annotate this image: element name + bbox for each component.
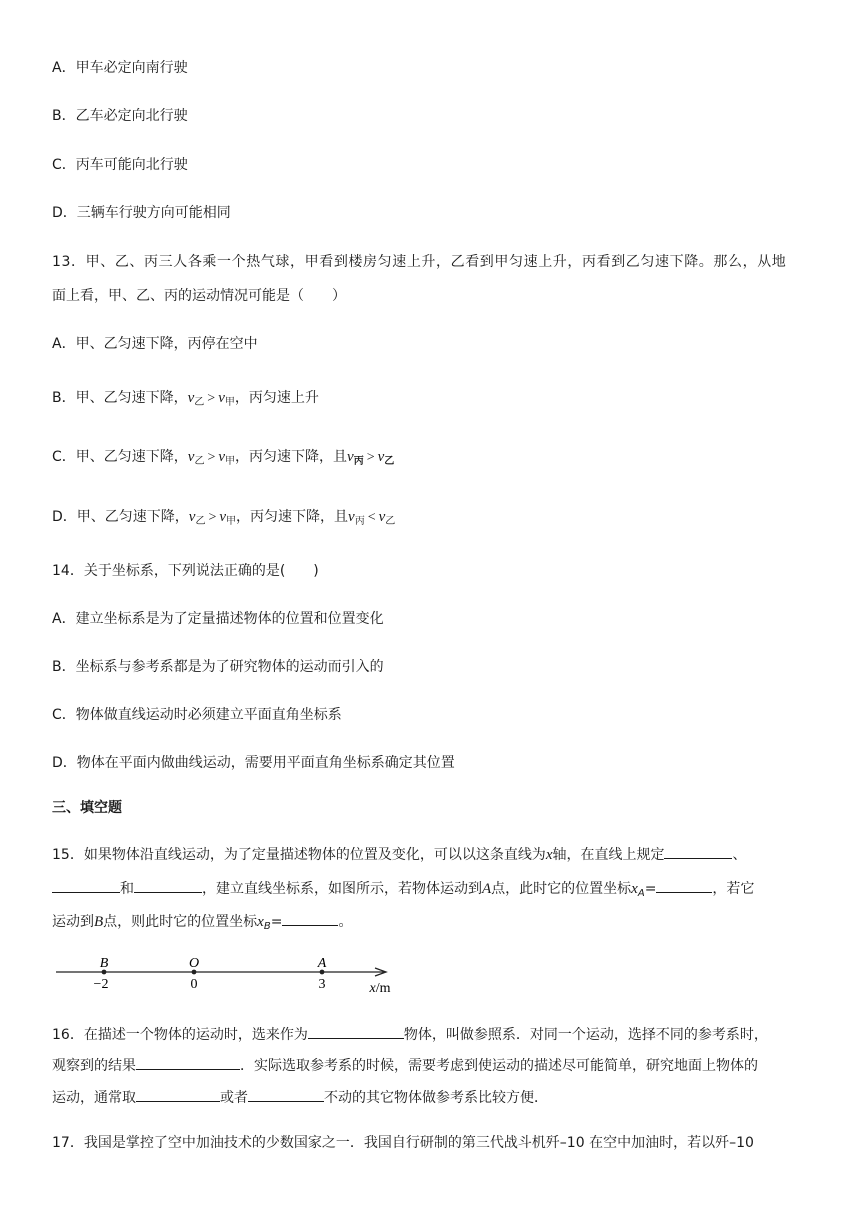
q16-text: 16．在描述一个物体的运动时，选来作为 [52,1027,308,1043]
q15-text: ，建立直线坐标系，如图所示，若物体运动到 [202,881,482,897]
section-heading: 三、填空题 [52,800,122,816]
point-a-label: A [317,956,327,971]
q13-option-b-text: B．甲、乙匀速下降， [52,390,188,406]
v-bing-symbol: $v_丙$ [348,509,365,527]
point-o-label: O [188,956,200,971]
q16-line2 [52,1055,758,1076]
v-jia-symbol: $v_甲$ [218,449,236,467]
blank-origin [664,844,732,859]
q13-stem-line2: 面上看，甲、乙、丙的运动情况可能是（ ） [52,288,346,304]
blank-reference [308,1024,404,1039]
q14-stem: 14．关于坐标系，下列说法正确的是( ) [52,563,319,579]
q13-option-c-mid: ，丙匀速下降，且 [235,449,348,465]
q15-text: 和 [120,881,134,897]
q15-text: 、 [732,847,747,863]
q16-text: 物体，叫做参照系．对同一个运动，选择不同的参考系时， [403,1027,768,1043]
q13-option-a: A．甲、乙匀速下降，丙停在空中 [52,336,258,352]
greater-than-sign: > [207,450,216,465]
q15-text: 点，此时它的位置坐标 [491,881,632,897]
q15-text: 。 [338,914,353,930]
number-line-figure [52,952,402,1002]
blank-fixed-object [248,1087,324,1102]
q16-text: ．实际选取参考系的时候，需要考虑到使运动的描述尽可能简单，研究地面上物体的 [240,1058,758,1074]
q13-stem-line1: 13．甲、乙、丙三人各乘一个热气球，甲看到楼房匀速上升，乙看到甲匀速上升，丙看到乙匀速下降。那么，从地 [52,254,787,270]
q14-option-d: D．物体在平面内做曲线运动，需要用平面直角坐标系确定其位置 [52,755,455,771]
q13-option-d-text: D．甲、乙匀速下降， [52,509,189,525]
q14-option-b: B．坐标系与参考系都是为了研究物体的运动而引入的 [52,659,384,675]
q16-line1 [52,1024,768,1045]
blank-positive-direction [52,878,120,893]
xb-symbol: $x_B$ [257,914,271,932]
q16-line3 [52,1087,548,1108]
q15-line3 [52,911,352,934]
q15-text: 轴，在直线上规定 [552,847,665,863]
blank-unit-length [134,878,202,893]
equals-sign: = [270,914,283,930]
v-yi-symbol: $v_乙$ [377,449,395,467]
q15-text: 运动到 [52,914,94,930]
q13-option-b-tail: ，丙匀速上升 [234,390,319,406]
q15-line1 [52,844,746,865]
q14-option-a: A．建立坐标系是为了定量描述物体的位置和位置变化 [52,611,384,627]
q12-option-a: A．甲车必定向南行驶 [52,60,188,76]
v-jia-symbol: $v_甲$ [219,509,237,527]
q15-text: 点，则此时它的位置坐标 [103,914,258,930]
q15-text: ，若它 [712,881,755,897]
q17-line1: 17．我国是掌控了空中加油技术的少数国家之一．我国自行研制的第三代战斗机歼–10 在空中加油时，若以歼–10 [52,1135,754,1151]
blank-xb [282,911,338,926]
q15-line2 [52,878,754,901]
equals-sign: = [644,881,657,897]
q13-option-d [52,507,395,529]
q15-text: 15．如果物体沿直线运动，为了定量描述物体的位置及变化，可以以这条直线为 [52,847,546,863]
q16-text: 观察到的结果 [52,1058,136,1074]
q12-option-c: C．丙车可能向北行驶 [52,157,188,173]
less-than-sign: < [367,510,376,525]
axis-unit-label: x/m [369,981,391,996]
point-b-symbol: B [94,914,104,930]
point-a-value: 3 [318,977,326,992]
q12-option-b: B．乙车必定向北行驶 [52,108,188,124]
greater-than-sign: > [208,510,217,525]
blank-xa [656,878,712,893]
v-bing-symbol: $v_丙$ [347,449,364,467]
greater-than-sign: > [207,391,216,406]
q16-text: 运动，通常取 [52,1090,136,1106]
point-o-value: 0 [190,977,198,992]
q13-option-b [52,388,319,410]
q13-option-d-mid: ，丙匀速下降，且 [236,509,349,525]
v-yi-symbol: $v_乙$ [187,390,205,408]
q16-text: 或者 [220,1090,248,1106]
blank-ground [136,1087,220,1102]
v-yi-symbol: $v_乙$ [187,449,205,467]
q14-option-c: C．物体做直线运动时必须建立平面直角坐标系 [52,707,342,723]
point-b-label: B [99,956,109,971]
v-yi-symbol: $v_乙$ [378,509,396,527]
v-yi-symbol: $v_乙$ [188,509,206,527]
point-a-symbol: A [482,881,492,897]
blank-result [136,1055,240,1070]
point-b-value: −2 [93,977,109,992]
q12-option-d: D．三辆车行驶方向可能相同 [52,205,231,221]
q13-option-c-text: C．甲、乙匀速下降， [52,449,188,465]
greater-than-sign: > [366,450,375,465]
v-jia-symbol: $v_甲$ [218,390,235,408]
x-symbol: x [545,847,553,863]
q13-option-c [52,447,394,469]
q16-text: 不动的其它物体做参考系比较方便． [324,1090,548,1106]
xa-symbol: $x_A$ [631,881,645,899]
